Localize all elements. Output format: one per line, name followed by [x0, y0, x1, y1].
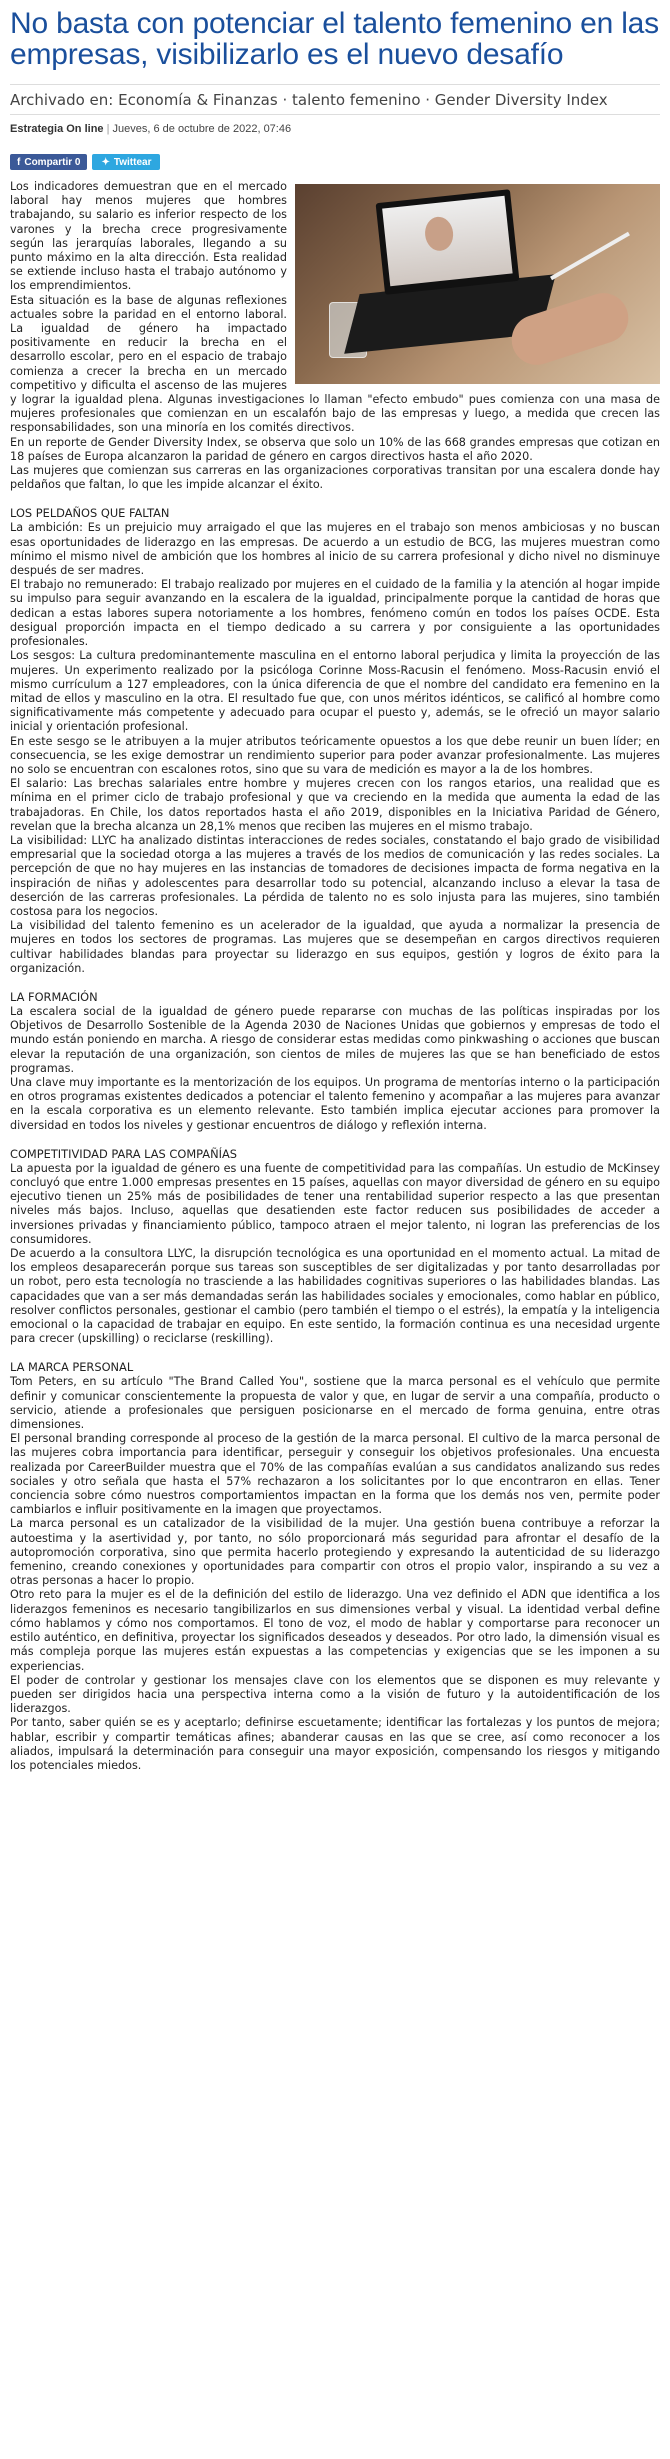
article-section — [10, 990, 660, 1133]
section-paragraph: Una clave muy importante es la mentorización de los equipos. Un programa de mentorías interno o la participación en otros programas existentes dedicados a potenciar el talento femenino y acompañar a las mujeres para avanzar en la escala corporativa es un elemento relevante. Esto también implica ejecutar acciones para promover la diversidad en todos los niveles y gestionar encuentros de diálogo y reflexión interna. — [10, 1075, 660, 1132]
section-paragraph: En este sesgo se le atribuyen a la mujer atributos teóricamente opuestos a los que debe reunir un buen líder; en consecuencia, se les exige demostrar un rendimiento superior para poder avanzar profesionalmente. Las mujeres no solo se encuentran con escalones rotos, sino que su vara de medición es mayor a la de los hombres. — [10, 734, 660, 776]
share-bar — [10, 154, 660, 170]
byline-source[interactable]: Estrategia On line — [10, 123, 104, 135]
article-body — [10, 180, 660, 1773]
article-sections — [10, 506, 660, 1773]
section-paragraph: La ambición: Es un prejuicio muy arraigado el que las mujeres en el trabajo son menos ambiciosas y no buscan esas oportunidades de liderazgo en las empresas. De acuerdo a un estudio de BCG, las mujeres muestran como mínimo el mismo nivel de ambición que los hombres al inicio de su carrera profesional y dicho nivel no disminuye después de ser madres. — [10, 521, 660, 578]
section-paragraph: La escalera social de la igualdad de género puede repararse con muchas de las políticas inspiradas por los Objetivos de Desarrollo Sostenible de la Agenda 2030 de Naciones Unidas que gobiernos y empresas de todo el mundo están poniendo en marcha. A riesgo de considerar estas medidas como pinkwashing o acciones que buscan elevar la reputación de una organización, son cientos de miles de mujeres las que se han beneficiado de estos programas. — [10, 1004, 660, 1075]
facebook-share-button[interactable] — [10, 154, 87, 170]
section-heading: LA MARCA PERSONAL — [10, 1360, 134, 1375]
intro-paragraph: Las mujeres que comienzan sus carreras en las organizaciones corporativas transitan por una escalera donde hay peldaños que faltan, lo que les impide alcanzar el éxito. — [10, 464, 660, 492]
section-paragraph: Los sesgos: La cultura predominantemente masculina en el entorno laboral perjudica y limita la proyección de las mujeres. Un experimento realizado por la psicóloga Corinne Moss-Racusin el fenómeno. Moss-Racusin envió el mismo currículum a 127 empleadores, con la única diferencia de que el nombre del candidato era femenino en la mitad de ellos y masculino en la otra. El resultado fue que, con unos méritos idénticos, se calificó al hombre como significativamente más competente y adecuado para ocupar el puesto y, además, se le ofreció un mayor salario inicial y orientación profesional. — [10, 649, 660, 734]
section-paragraph: El trabajo no remunerado: El trabajo realizado por mujeres en el cuidado de la familia y la atención al hogar impide su impulso para seguir avanzando en la escalera de la igualdad, principalmente porque la cantidad de horas que dedican a estas labores supera notoriamente a los hombres, fenómeno común en todos los países OCDE. Esta desigual proporción impacta en el tiempo dedicado a su carrera y por consiguiente a las oportunidades profesionales. — [10, 578, 660, 649]
article-photo — [295, 184, 660, 384]
article-section — [10, 1147, 660, 1347]
article-section — [10, 1360, 660, 1773]
section-paragraph: La visibilidad: LLYC ha analizado distintas interacciones de redes sociales, constatando el bajo grado de visibilidad empresarial que la sociedad otorga a las mujeres a través de los medios de comunicación y las redes sociales. La percepción de que no hay mujeres en las instancias de tomadores de decisiones impacta de forma negativa en la inspiración de niñas y adolescentes para desarrollar todo su potencial, alcanzando incluso a elevar la tasa de deserción de las carreras profesionales. La pérdida de talento no es solo injusta para las mujeres, sino también costosa para los negocios. — [10, 833, 660, 918]
intro-paragraph: Esta situación es la base de algunas reflexiones actuales sobre la paridad en el entorno laboral. La igualdad de género ha impactado positivamente en reducir la brecha en el desarrollo escolar, pero en el espacio de trabajo comienza a crecer la brecha en un mercado competitivo y dificulta el ascenso de las mujeres y lograr la igualdad plena. Algunas investigaciones lo llaman "efecto embudo" pues comienza con una masa de mujeres profesionales que comienzan en un escalafón bajo de las empresas y luego, a medida que crecen las responsabilidades, son una minoría en los comités directivos. — [10, 293, 660, 435]
section-paragraph: El salario: Las brechas salariales entre hombre y mujeres crecen con los rangos etarios, una realidad que es mínima en el primer ciclo de trabajo profesional y que va creciendo en la medida que aumenta la edad de las trabajadoras. En Chile, los datos reportados hasta el año 2019, disponibles en la Iniciativa Paridad de Género, revelan que la brecha alcanza un 28,1% menos que reciben las mujeres en el mismo trabajo. — [10, 777, 660, 833]
page-title: No basta con potenciar el talento femenino en las empresas, visibilizarlo es el nuevo desafío — [10, 7, 659, 71]
twitter-share-button[interactable] — [92, 154, 160, 170]
intro-paragraph: En un reporte de Gender Diversity Index, se observa que solo un 10% de las 668 grandes empresas que cotizan en 18 países de Europa alcanzaron la paridad de género en cargos directivos hasta el año 2020. — [10, 435, 660, 463]
section-paragraph: El poder de controlar y gestionar los mensajes clave con los elementos que se disponen es muy relevante y pueden ser dirigidos hacia una perspectiva interna como a la visión de futuro y la autoidentificación de los liderazgos. — [10, 1673, 660, 1716]
section-paragraph: Tom Peters, en su artículo "The Brand Called You", sostiene que la marca personal es el vehículo que permite definir y comunicar conscientemente la propuesta de valor y que, en lugar de servir a una compañía, producto o servicio, atiende a profesionales que persiguen posicionarse en el mercado de forma genuina, entre otras dimensiones. — [10, 1375, 660, 1432]
section-paragraph: La apuesta por la igualdad de género es una fuente de competitividad para las compañías. Un estudio de McKinsey concluyó que entre 1.000 empresas presentes en 15 países, aquellas con mayor diversidad de género en su equipo ejecutivo tienen un 25% más de posibilidades de tener una rentabilidad superior respecto a las que presentan niveles más bajos. Incluso, aquellas que desatienden este factor reducen sus posibilidades de acceder a inversiones privadas y financiamiento público, tampoco atraen el mejor talento, ni logran las preferencias de los consumidores. — [10, 1161, 660, 1246]
article-section — [10, 506, 660, 976]
section-paragraph: La marca personal es un catalizador de la visibilidad de la mujer. Una gestión buena contribuye a reforzar la autoestima y la asertividad y, por tanto, no sólo proporcionará más seguridad para afrontar el desafío de la autopromoción corporativa, sino que permita hacerlo protegiendo y expresando la autenticidad de su liderazgo femenino, creando conexiones y oportunidades para compartir con otros el propio valor, inspirando a su vez a otras personas a hacer lo propio. — [10, 1517, 660, 1588]
facebook-share-label: Compartir 0 — [24, 156, 81, 168]
byline-date: Jueves, 6 de octubre de 2022, 07:46 — [112, 123, 292, 135]
laptop-shape — [376, 189, 520, 295]
section-paragraph: Por tanto, saber quién se es y aceptarlo; definirse escuetamente; identificar las fortalezas y los puntos de mejora; hablar, escribir y compartir temáticas afines; abanderar causas en las que se cree, así como reconocer a los aliados, impulsará la determinación para conseguir una mayor exposición, compensando los riesgos y mitigando los potenciales miedos. — [10, 1716, 660, 1772]
section-paragraph: El personal branding corresponde al proceso de la gestión de la marca personal. El cultivo de la marca personal de las mujeres cobra importancia para identificar, perseguir y conseguir los objetivos profesionales. Una encuesta realizada por CareerBuilder muestra que el 70% de las compañías evalúan a sus candidatos analizando sus redes sociales y otro señala que hasta el 57% rechazaron a los solicitantes por lo que encontraron en ellas. Tener conciencia sobre cómo nuestros comportamientos impactan en la forma que los demás nos ven, permite poder cambiarlos e influir positivamente en la imagen que proyectamos. — [10, 1432, 660, 1517]
intro-paragraph: Los indicadores demuestran que en el mercado laboral hay menos mujeres que hombres trabajando, su salario es inferior respecto de los varones y la brecha crece progresivamente según las jerarquías laborales, llegando a su punto máximo en la alta dirección. Esta realidad se extiende incluso hasta el trabajo autónomo y los emprendimientos. — [10, 180, 287, 293]
section-heading: LA FORMACIÓN — [10, 989, 98, 1004]
section-paragraph: Otro reto para la mujer es el de la definición del estilo de liderazgo. Una vez definido el ADN que identifica a los liderazgos femeninos es necesario tangibilizarlos en sus dimensiones verbal y visual. La identidad verbal define cómo hablamos y cómo nos comportamos. El tono de voz, el modo de hablar y comportarse para reconocer un estilo auténtico, en definitiva, proyectar los significados deseados y deseados. Por otro lado, la dimensión visual es más compleja porque las mujeres están expuestas a las competencias y exigencias que se les imponen a su experiencias. — [10, 1588, 660, 1673]
twitter-icon: ✦ — [101, 156, 110, 168]
facebook-icon: f — [17, 156, 21, 168]
laptop-screen — [382, 196, 512, 286]
pen-shape — [550, 232, 630, 280]
section-heading: LOS PELDAÑOS QUE FALTAN — [10, 506, 170, 521]
section-heading: COMPETITIVIDAD PARA LAS COMPAÑÍAS — [10, 1146, 237, 1161]
video-call-face — [423, 215, 454, 252]
section-paragraph: De acuerdo a la consultora LLYC, la disrupción tecnológica es una oportunidad en el momento actual. La mitad de los empleos desaparecerán porque sus tareas son susceptibles de ser digitalizadas y por tanto desarrolladas por un robot, pero esta tecnología no trasciende a las habilidades cognitivas superiores o las habilidades blandas. Las capacidades que van a ser más demandadas serán las habilidades sociales y emocionales, como hablar en público, resolver conflictos personales, gestionar el cambio (pero también el tiempo o el estrés), la empatía y la inteligencia emocional o la capacidad de trabajar en equipo. En este sentido, la formación continua es una necesidad urgente para crecer (upskilling) o reciclarse (reskilling). — [10, 1247, 660, 1346]
section-paragraph: La visibilidad del talento femenino es un acelerador de la igualdad, que ayuda a normalizar la presencia de mujeres en todos los sectores de programas. Las mujeres que se desempeñan en cargos directivos requieren cultivar habilidades blandas para proyectar su liderazgo en sus equipos, gestión y logros de éxito para la organización. — [10, 919, 660, 975]
byline — [10, 123, 660, 135]
byline-separator: | — [106, 123, 110, 135]
archive-tags: Archivado en: Economía & Finanzas · talento femenino · Gender Diversity Index — [10, 84, 660, 115]
twitter-share-label: Twittear — [113, 156, 152, 168]
